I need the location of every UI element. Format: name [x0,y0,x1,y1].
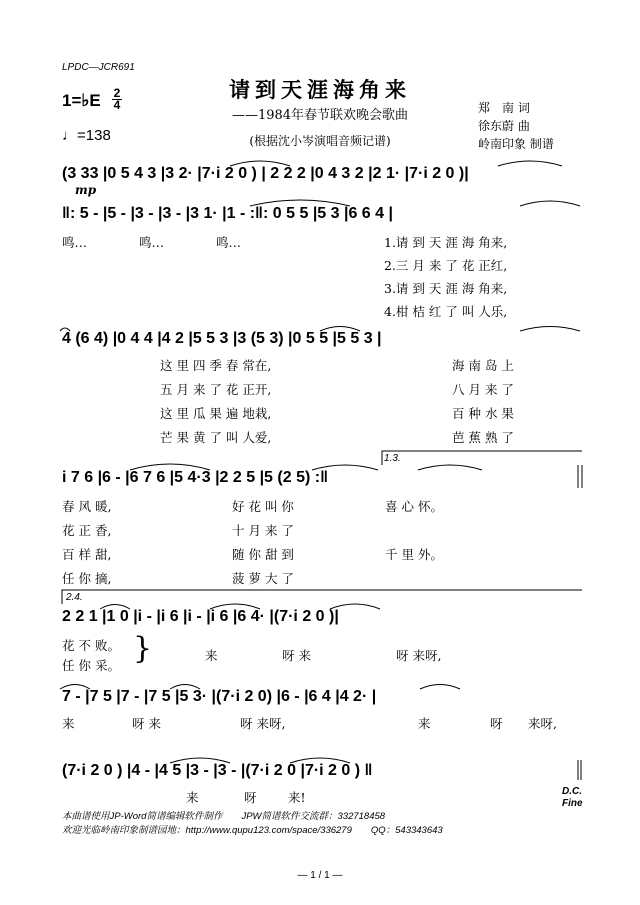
tie [330,604,380,609]
lyric-line: 呀 [244,790,257,805]
lyric-line: 来呀, [528,716,557,731]
score-row-5: 2 2 1 |1 0 |i - |i 6 |i - |i 6 |6 4· |(7·i 2 0 )| [62,608,339,625]
score-row-2: ‖: 5 - |5 - |3 - |3 - |3 1· |1 - :‖: 0 5 5 |5 3 |6 6 4 | [62,205,393,222]
lyric-line: 来 [418,716,431,731]
key-signature: 1=♭E [62,91,101,110]
slur [230,161,290,166]
lyric-line: 花 不 败。 [62,638,120,653]
footer-line: 欢迎光临岭南印象制谱园地：http://www.qupu123.com/space/336279 QQ：543343643 [62,825,443,836]
lyric-phrase: 鸣… [139,235,165,250]
lyric-line: 这 里 瓜 果 遍 地栽, [160,406,272,421]
lyric-line: 来 [186,790,199,805]
subtitle: ——1984年春节联欢晚会歌曲 [231,108,409,123]
lyric-line: 五 月 来 了 花 正开, [160,382,272,397]
lyric-line: 花 正 香, [62,523,112,538]
final-bar [578,760,581,780]
lyric-line: 任 你 采。 [62,658,120,673]
lyric-line: 任 你 摘, [62,571,112,586]
page-number: — 1 / 1 — [297,870,343,881]
lyric-line: 菠 萝 大 了 [232,571,294,586]
lyric-line: 呀 来 [282,648,311,663]
lyric-phrase: 鸣… [216,235,242,250]
footer-line: 本曲谱使用JP-Word简谱编辑软件制作 JPW简谱软件交流群：332718458 [62,811,386,822]
slur [312,465,378,470]
lyric-phrase: 鸣… [62,235,88,250]
lyric-line: 呀 来呀, [240,716,286,731]
lyric-line: 来 [62,716,75,731]
time-denominator: 4 [113,98,121,112]
lyric-line: 春 风 暖, [62,499,112,514]
volta-2-4: 2.4. [66,592,83,603]
lyric-line: 呀 来 [132,716,161,731]
slur [520,327,580,332]
tie [130,464,210,470]
composer-credit: 徐东蔚 曲 [478,119,530,133]
lyric-verse-2: 2.三 月 来 了 花 正红, [384,258,508,273]
lyric-line: 海 南 岛 上 [452,358,514,373]
lyric-line: 喜 心 怀。 [385,499,443,514]
slur [498,161,562,166]
lyric-verse-3: 3.请 到 天 涯 海 角来, [384,281,508,296]
tie [290,758,350,763]
transcription-note: (根据沈小岑演唱音频记谱) [249,134,391,148]
lyric-line: 这 里 四 季 春 常在, [160,358,272,373]
lyric-line: 百 种 水 果 [452,406,514,421]
lyric-verse-1: 1.请 到 天 涯 海 角来, [384,235,508,250]
score-code: LPDC—JCR691 [62,62,135,73]
volta-bracket [382,451,582,465]
score-row-1: (3 33 |0 5 4 3 |3 2· |7·i 2 0 ) | 2 2 2 |0 4 3 2 |2 1· |7·i 2 0 )| [62,165,469,182]
slur [418,465,482,470]
lyric-line: 千 里 外。 [385,547,443,562]
lyric-line: 好 花 叫 你 [232,499,294,514]
slur [420,685,460,690]
lyric-line: 呀 来呀, [396,648,442,663]
lyricist-credit: 郑 南 词 [478,101,530,115]
score-row-7: (7·i 2 0 ) |4 - |4 5 |3 - |3 - |(7·i 2 0 |7·i 2 0 ) ‖ [62,762,373,779]
lyric-line: 十 月 来 了 [232,523,294,538]
fine-mark: Fine [562,798,583,809]
lyric-line: 呀 [490,716,503,731]
lyric-line: 随 你 甜 到 [232,547,294,562]
volta-bracket [62,590,582,604]
tie [250,200,350,206]
lyric-line: 八 月 来 了 [452,382,514,397]
tie [60,328,70,331]
lyric-line: 芭 蕉 熟 了 [452,430,514,445]
score-row-6: 7 - |7 5 |7 - |7 5 |5 3· |(7·i 2 0) |6 - |6 4 |4 2· | [62,688,377,705]
tie [170,758,230,763]
dynamic-mark: mp [75,183,97,197]
lyric-line: 来 [205,648,218,663]
slur [520,201,580,206]
repeat-bar [578,465,582,488]
lyric-verse-4: 4.柑 桔 红 了 叫 人乐, [384,304,508,319]
slur [320,327,360,332]
lyric-brace: } [133,631,153,666]
time-numerator: 2 [113,86,121,100]
score-row-4: i 7 6 |6 - |6 7 6 |5 4·3 |2 2 5 |5 (2 5) :‖ [62,469,329,486]
slur [60,685,90,690]
tempo-mark: ♩=138 [62,127,111,144]
slur [170,685,200,690]
arranger-credit: 岭南印象 制谱 [478,137,554,151]
volta-1-3: 1.3. [384,453,401,464]
lyric-line: 芒 果 黄 了 叫 人爱, [160,430,272,445]
tie [210,604,260,609]
slur [100,605,130,610]
lyric-line: 来! [288,790,306,805]
dc-mark: D.C. [562,786,582,797]
score-row-3: 4 (6 4) |0 4 4 |4 2 |5 5 3 |3 (5 3) |0 5 5 |5 5 3 | [62,330,382,347]
page-title: 请到天涯海角来 [229,77,411,102]
lyric-line: 百 样 甜, [62,547,112,562]
